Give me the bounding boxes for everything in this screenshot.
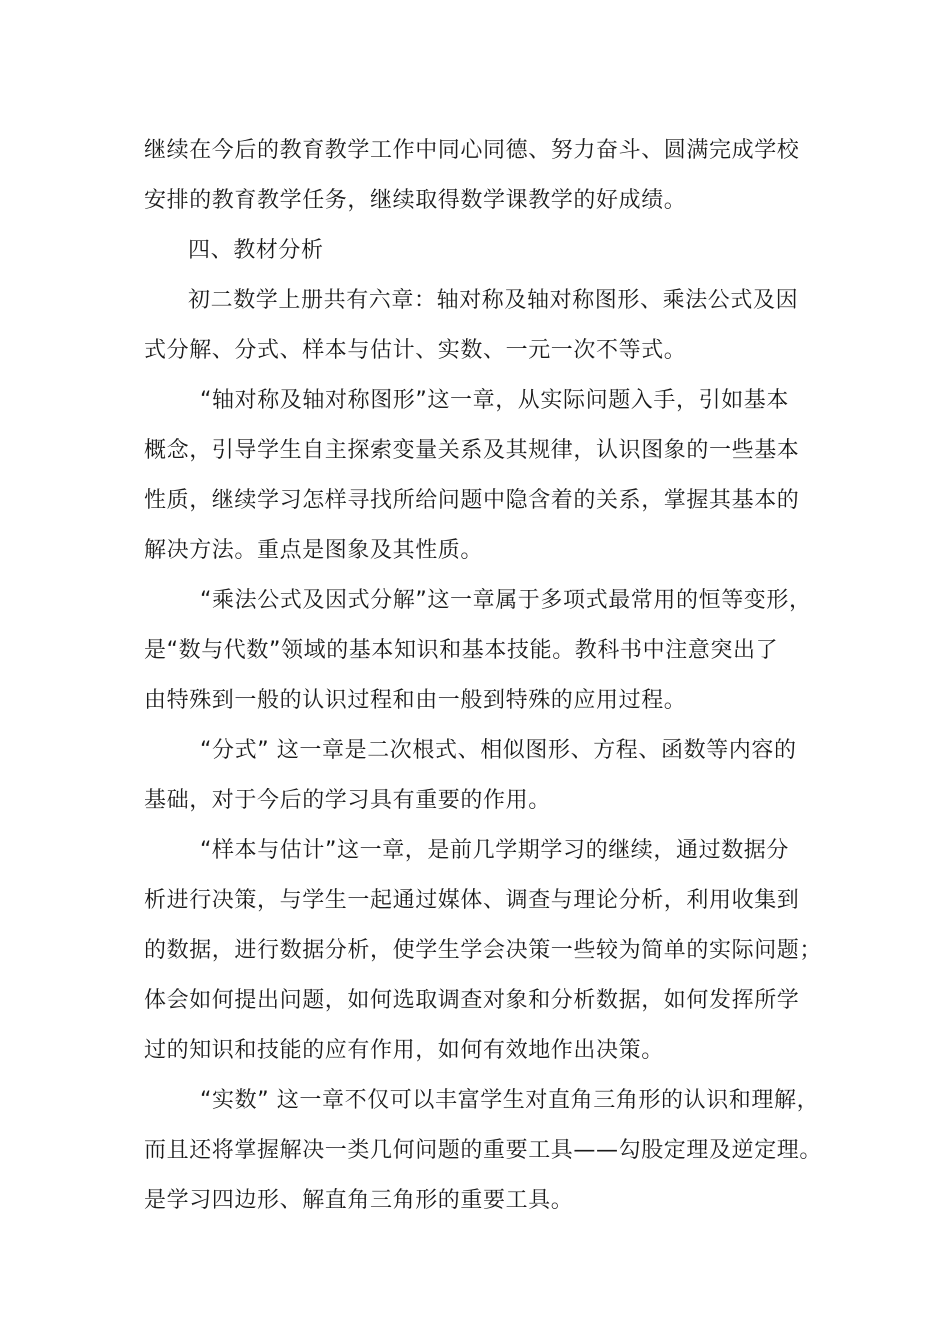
text-line: 式分解、分式、样本与估计、实数、一元一次不等式。 — [144, 338, 687, 363]
text-line: “轴对称及轴对称图形”这一章，从实际问题入手，引如基本 — [200, 388, 789, 413]
text-line: 由特殊到一般的认识过程和由一般到特殊的应用过程。 — [144, 688, 687, 713]
text-line: 是学习四边形、解直角三角形的重要工具。 — [144, 1188, 574, 1213]
text-line: “乘法公式及因式分解”这一章属于多项式最常用的恒等变形， — [200, 588, 812, 613]
text-line: 解决方法。重点是图象及其性质。 — [144, 538, 484, 563]
text-line: “实数” 这一章不仅可以丰富学生对直角三角形的认识和理解， — [200, 1088, 820, 1113]
text-line: 基础，对于今后的学习具有重要的作用。 — [144, 788, 551, 813]
text-line: 是“数与代数”领域的基本知识和基本技能。教科书中注意突出了 — [144, 638, 779, 663]
text-line: “样本与估计”这一章，是前几学期学习的继续，通过数据分 — [200, 838, 789, 863]
text-line: 析进行决策，与学生一起通过媒体、调查与理论分析，利用收集到 — [144, 888, 800, 913]
text-line: 体会如何提出问题，如何选取调查对象和分析数据，如何发挥所学 — [144, 988, 800, 1013]
section-heading: 四、教材分析 — [188, 238, 324, 263]
text-line: 初二数学上册共有六章：轴对称及轴对称图形、乘法公式及因 — [188, 288, 799, 313]
text-line: “分式” 这一章是二次根式、相似图形、方程、函数等内容的 — [200, 738, 797, 763]
text-line: 性质，继续学习怎样寻找所给问题中隐含着的关系，掌握其基本的 — [144, 488, 800, 513]
text-line: 过的知识和技能的应有作用，如何有效地作出决策。 — [144, 1038, 664, 1063]
text-line: 而且还将掌握解决一类几何问题的重要工具——勾股定理及逆定理。 — [144, 1138, 823, 1163]
text-line: 的数据，进行数据分析，使学生学会决策一些较为简单的实际问题； — [144, 938, 823, 963]
text-line: 安排的教育教学任务，继续取得数学课教学的好成绩。 — [144, 188, 687, 213]
text-line: 继续在今后的教育教学工作中同心同德、努力奋斗、圆满完成学校 — [144, 138, 800, 163]
text-line: 概念，引导学生自主探索变量关系及其规律，认识图象的一些基本 — [144, 438, 800, 463]
